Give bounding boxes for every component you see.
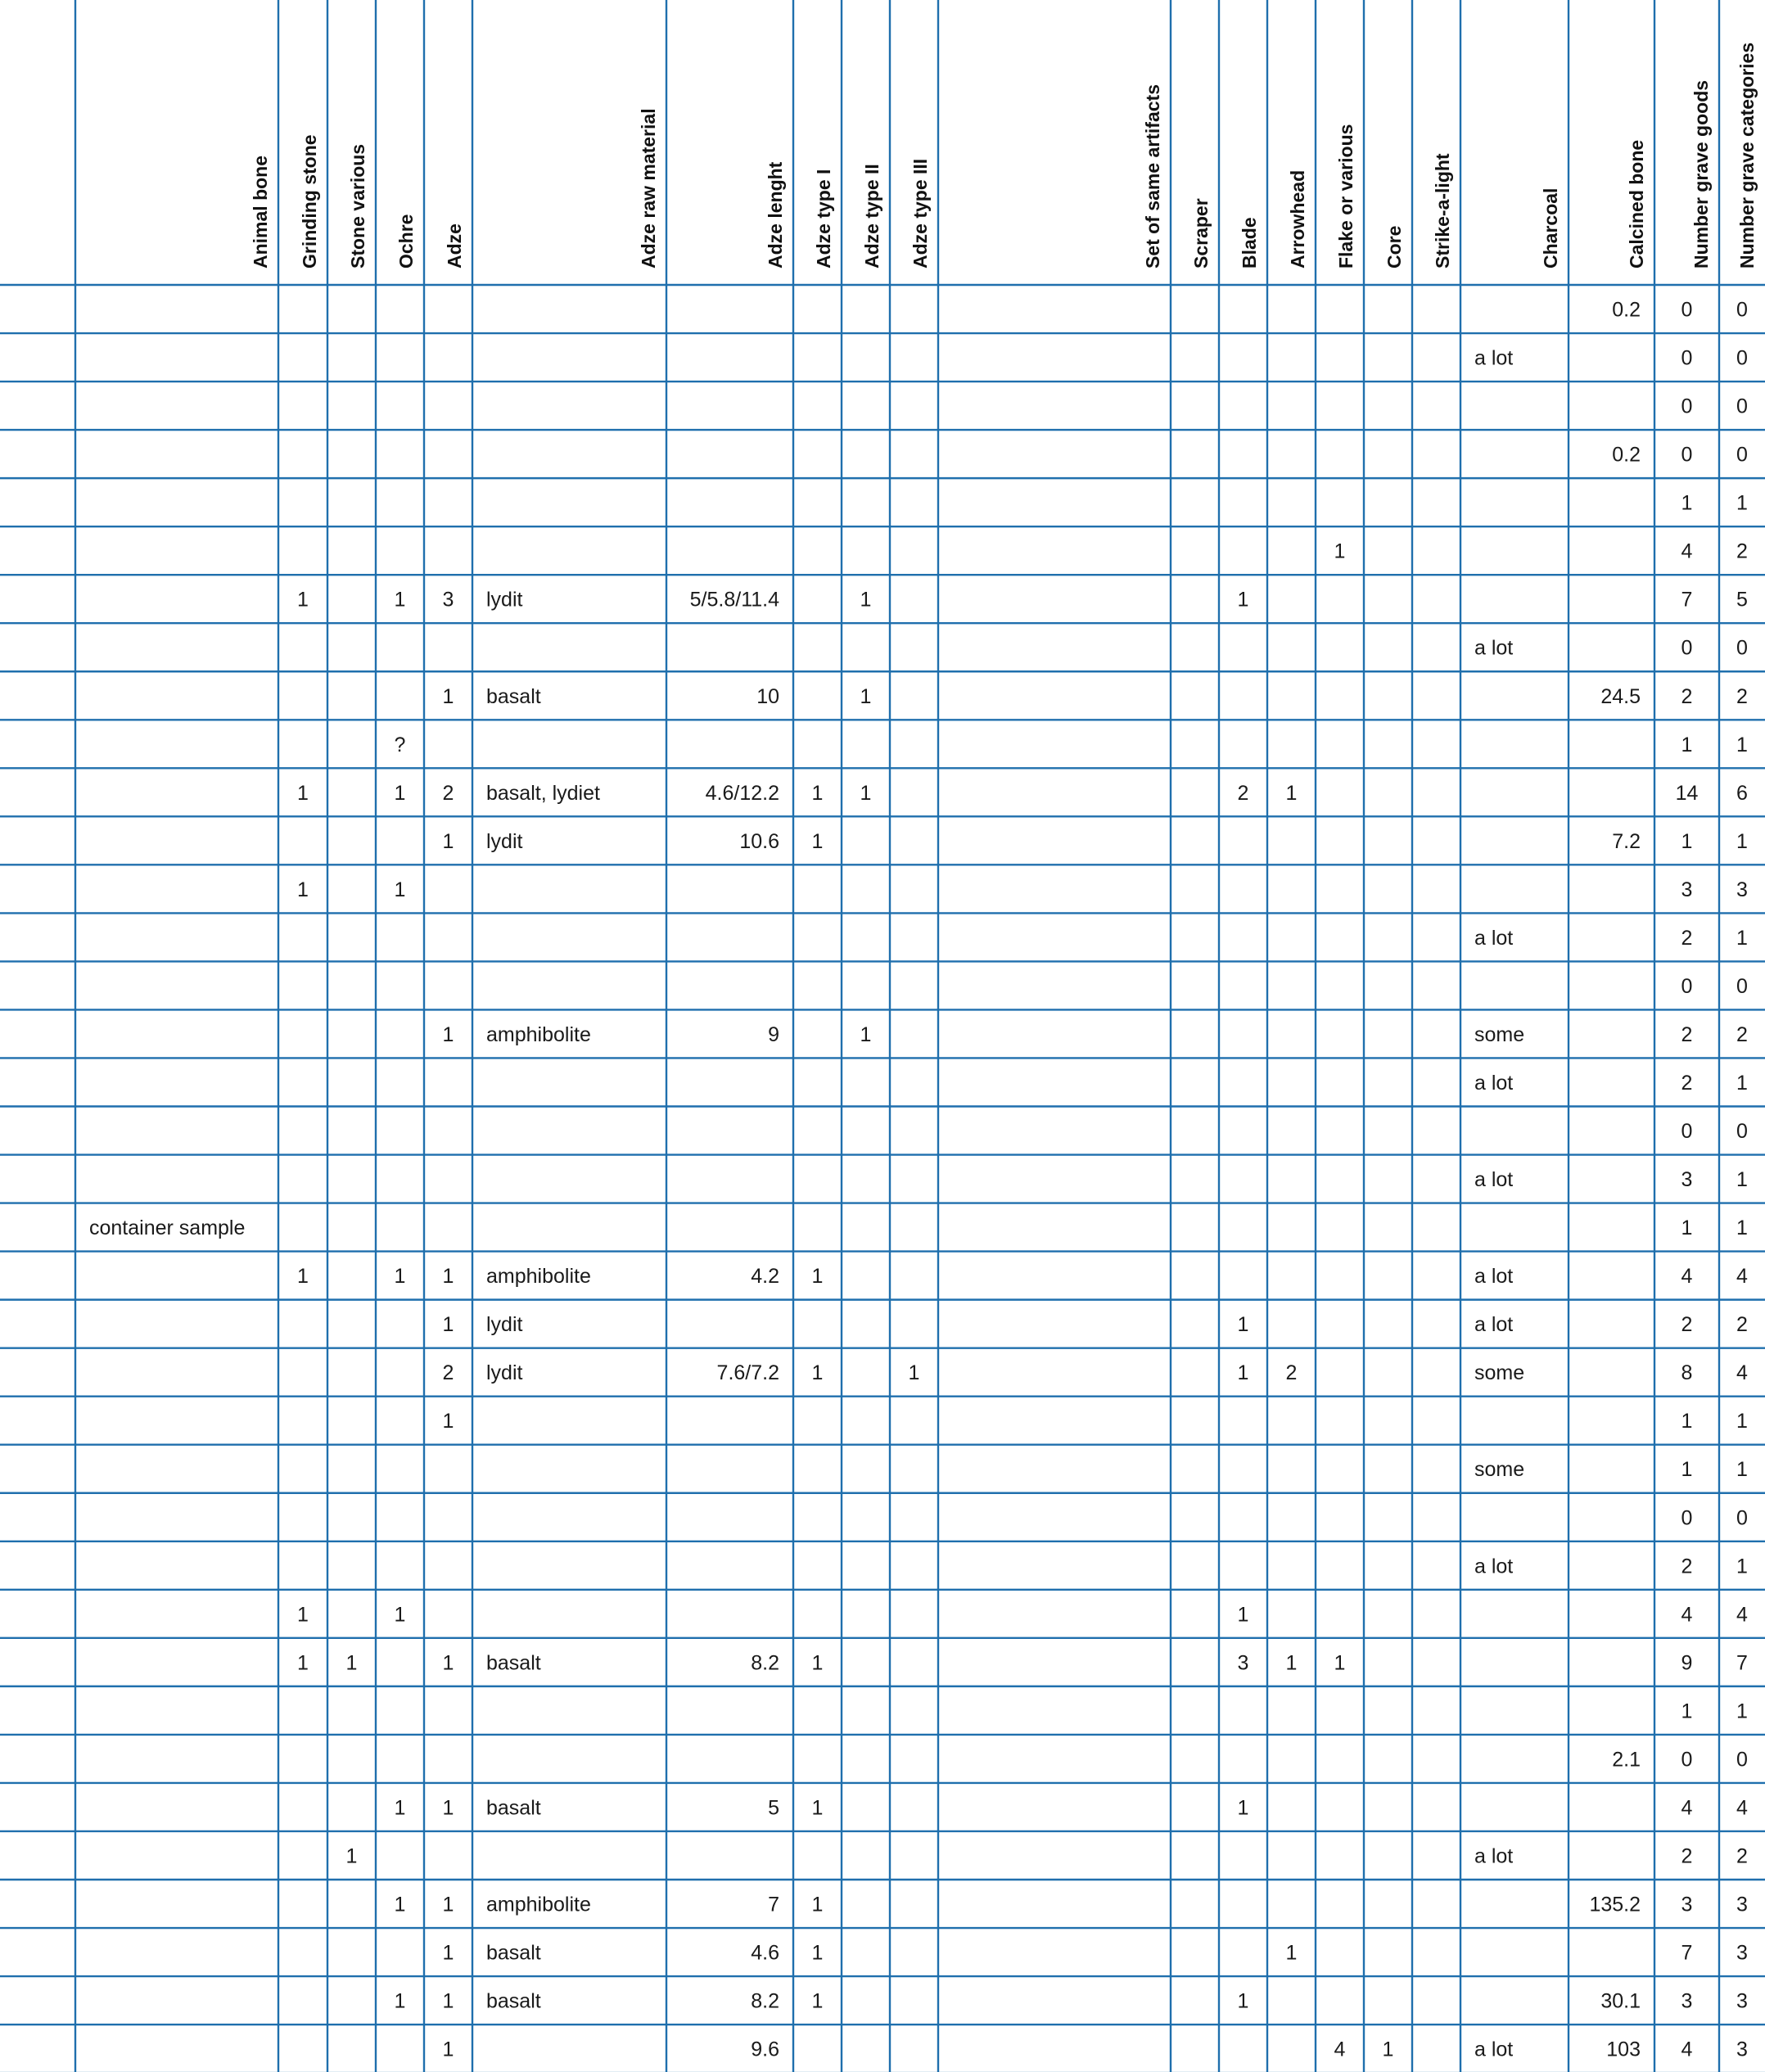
cell-adze: 1 bbox=[442, 1410, 454, 1433]
cell-ochre: 1 bbox=[394, 1603, 406, 1627]
cell-arrowhead: 1 bbox=[1285, 1941, 1298, 1965]
cell-adze: 3 bbox=[442, 588, 454, 612]
cell-adze_raw_material: amphibolite bbox=[486, 1265, 591, 1289]
cell-flake: 1 bbox=[1334, 539, 1346, 563]
table-row bbox=[443, 830, 1748, 853]
cell-num_cats: 1 bbox=[1736, 1410, 1748, 1433]
cell-calcined: 30.1 bbox=[1600, 1989, 1641, 2013]
cell-num_cats: 2 bbox=[1736, 684, 1748, 708]
cell-num_goods: 1 bbox=[1681, 829, 1693, 853]
cell-num_goods: 7 bbox=[1681, 1941, 1693, 1965]
table-row bbox=[1474, 927, 1748, 950]
cell-calcined: 103 bbox=[1606, 2038, 1641, 2061]
cell-num_goods: 2 bbox=[1681, 1844, 1693, 1868]
column-header-flake: Flake or various bbox=[1335, 124, 1356, 269]
column-header-adze_type_2: Adze type II bbox=[861, 164, 882, 269]
cell-num_cats: 2 bbox=[1736, 1844, 1748, 1868]
cell-num_goods: 2 bbox=[1681, 1555, 1693, 1578]
cell-num_cats: 0 bbox=[1736, 298, 1748, 322]
cell-adze_lenght: 8.2 bbox=[751, 1989, 779, 2013]
cell-num_cats: 2 bbox=[1736, 539, 1748, 563]
table-row bbox=[1612, 444, 1748, 467]
table-row bbox=[395, 1894, 1748, 1916]
cell-adze_type_1: 1 bbox=[811, 829, 824, 853]
table-row bbox=[395, 734, 1748, 756]
cell-ochre: 1 bbox=[394, 1265, 406, 1289]
column-header-blade: Blade bbox=[1239, 217, 1260, 269]
cell-grinding_stone: 1 bbox=[297, 781, 309, 805]
cell-num_goods: 2 bbox=[1681, 1313, 1693, 1337]
cell-adze: 1 bbox=[442, 1893, 454, 1916]
cell-num_cats: 1 bbox=[1736, 926, 1748, 950]
cell-num_cats: 3 bbox=[1736, 1989, 1748, 2013]
cell-num_cats: 1 bbox=[1736, 733, 1748, 756]
cell-num_goods: 0 bbox=[1681, 443, 1693, 467]
cell-adze_lenght: 5/5.8/11.4 bbox=[689, 588, 779, 612]
cell-adze: 1 bbox=[442, 684, 454, 708]
cell-grinding_stone: 1 bbox=[297, 1265, 309, 1289]
cell-num_cats: 1 bbox=[1736, 1071, 1748, 1095]
cell-blade: 1 bbox=[1237, 1603, 1249, 1627]
cell-blade: 1 bbox=[1237, 1361, 1249, 1385]
cell-num_cats: 0 bbox=[1736, 1120, 1748, 1144]
table-row bbox=[1681, 492, 1748, 515]
cell-num_cats: 2 bbox=[1736, 1313, 1748, 1337]
table-row bbox=[443, 1313, 1748, 1336]
column-header-strike: Strike-a-light bbox=[1432, 153, 1453, 269]
cell-adze: 1 bbox=[442, 1941, 454, 1965]
table-row bbox=[1612, 299, 1748, 322]
cell-num_goods: 3 bbox=[1681, 1168, 1693, 1192]
cell-num_cats: 1 bbox=[1736, 1217, 1748, 1240]
cell-adze_lenght: 9.6 bbox=[751, 2038, 779, 2061]
column-header-num_goods: Number grave goods bbox=[1691, 79, 1712, 269]
column-header-calcined: Calcined bone bbox=[1626, 139, 1647, 269]
cell-adze_lenght: 10 bbox=[756, 684, 779, 708]
cell-num_cats: 0 bbox=[1736, 974, 1748, 998]
cell-adze_raw_material: amphibolite bbox=[486, 1893, 591, 1916]
cell-adze: 1 bbox=[442, 1796, 454, 1820]
cell-num_goods: 1 bbox=[1681, 1458, 1693, 1482]
cell-num_goods: 0 bbox=[1681, 346, 1693, 370]
column-header-set_same: Set of same artifacts bbox=[1142, 84, 1163, 269]
column-header-adze_lenght: Adze lenght bbox=[765, 161, 786, 269]
cell-adze_type_1: 1 bbox=[811, 1265, 824, 1289]
cell-blade: 1 bbox=[1237, 588, 1249, 612]
cell-stone_various: 1 bbox=[345, 1651, 358, 1675]
table-body bbox=[89, 299, 1748, 2061]
cell-num_goods: 8 bbox=[1681, 1361, 1693, 1385]
cell-num_goods: 2 bbox=[1681, 684, 1693, 708]
table-row bbox=[297, 1603, 1748, 1626]
cell-adze_type_1: 1 bbox=[811, 1989, 824, 2013]
cell-charcoal: a lot bbox=[1474, 636, 1514, 660]
cell-num_goods: 0 bbox=[1681, 395, 1693, 418]
cell-num_cats: 4 bbox=[1736, 1361, 1748, 1385]
cell-num_goods: 2 bbox=[1681, 1022, 1693, 1046]
table-header bbox=[250, 43, 1758, 269]
cell-num_cats: 5 bbox=[1736, 588, 1748, 612]
cell-ochre: 1 bbox=[394, 1893, 406, 1916]
column-header-num_cats: Number grave categories bbox=[1736, 42, 1758, 269]
cell-adze: 1 bbox=[442, 1022, 454, 1046]
cell-adze_raw_material: basalt, lydiet bbox=[486, 781, 600, 805]
cell-adze_type_3: 1 bbox=[908, 1361, 920, 1385]
cell-charcoal: some bbox=[1474, 1458, 1525, 1482]
cell-num_cats: 3 bbox=[1736, 1893, 1748, 1916]
cell-calcined: 24.5 bbox=[1600, 684, 1641, 708]
cell-num_goods: 4 bbox=[1681, 1265, 1693, 1289]
cell-num_goods: 4 bbox=[1681, 2038, 1693, 2061]
cell-num_cats: 0 bbox=[1736, 636, 1748, 660]
table-row bbox=[395, 1796, 1749, 1819]
cell-core: 1 bbox=[1382, 2038, 1394, 2061]
cell-flake: 1 bbox=[1334, 1651, 1346, 1675]
cell-num_goods: 2 bbox=[1681, 926, 1693, 950]
table-row bbox=[297, 1651, 1748, 1674]
table-row bbox=[1334, 540, 1748, 563]
cell-num_cats: 2 bbox=[1736, 1022, 1748, 1046]
table-row bbox=[297, 589, 1748, 612]
cell-num_cats: 1 bbox=[1736, 829, 1748, 853]
cell-charcoal: a lot bbox=[1474, 1265, 1514, 1289]
column-header-charcoal: Charcoal bbox=[1540, 187, 1561, 269]
cell-blade: 1 bbox=[1237, 1989, 1249, 2013]
cell-num_goods: 1 bbox=[1681, 491, 1693, 515]
cell-num_cats: 6 bbox=[1736, 781, 1748, 805]
cell-adze: 1 bbox=[442, 1989, 454, 2013]
cell-adze_raw_material: basalt bbox=[486, 1651, 541, 1675]
table-row bbox=[443, 1942, 1748, 1965]
cell-adze_lenght: 8.2 bbox=[751, 1651, 779, 1675]
cell-adze_type_1: 1 bbox=[811, 1796, 824, 1820]
cell-adze: 1 bbox=[442, 1265, 454, 1289]
cell-adze_type_1: 1 bbox=[811, 1941, 824, 1965]
cell-grinding_stone: 1 bbox=[297, 878, 309, 901]
column-header-adze: Adze bbox=[444, 223, 465, 269]
cell-flake: 4 bbox=[1334, 2038, 1346, 2061]
cell-charcoal: a lot bbox=[1474, 346, 1514, 370]
table-row bbox=[1474, 1555, 1748, 1578]
cell-blade: 3 bbox=[1237, 1651, 1249, 1675]
table-row bbox=[1474, 347, 1748, 370]
cell-charcoal: some bbox=[1474, 1022, 1525, 1046]
cell-num_cats: 0 bbox=[1736, 395, 1748, 418]
cell-adze: 2 bbox=[442, 1361, 454, 1385]
cell-adze_lenght: 7.6/7.2 bbox=[716, 1361, 779, 1385]
cell-num_goods: 4 bbox=[1681, 1796, 1693, 1820]
table-row bbox=[297, 1265, 1748, 1288]
cell-adze_raw_material: lydit bbox=[486, 588, 523, 612]
cell-adze_type_1: 1 bbox=[811, 1361, 824, 1385]
cell-grinding_stone: 1 bbox=[297, 588, 309, 612]
column-header-scraper: Scraper bbox=[1190, 198, 1212, 269]
cell-num_cats: 7 bbox=[1736, 1651, 1748, 1675]
cell-num_cats: 1 bbox=[1736, 1555, 1748, 1578]
cell-num_goods: 3 bbox=[1681, 878, 1693, 901]
column-header-ochre: Ochre bbox=[395, 214, 417, 269]
cell-calcined: 7.2 bbox=[1612, 829, 1641, 853]
cell-blade: 1 bbox=[1237, 1313, 1249, 1337]
column-header-animal_bone: Animal bone bbox=[250, 155, 271, 269]
cell-grinding_stone: 1 bbox=[297, 1603, 309, 1627]
column-header-core: Core bbox=[1384, 225, 1405, 269]
cell-num_cats: 1 bbox=[1736, 1458, 1748, 1482]
cell-charcoal: a lot bbox=[1474, 1313, 1514, 1337]
cell-blade: 2 bbox=[1237, 781, 1249, 805]
cell-adze: 1 bbox=[442, 1651, 454, 1675]
cell-ochre: 1 bbox=[394, 588, 406, 612]
cell-arrowhead: 1 bbox=[1285, 781, 1298, 805]
table-row bbox=[1474, 1168, 1748, 1191]
column-header-adze_type_3: Adze type III bbox=[910, 158, 931, 269]
cell-adze_raw_material: lydit bbox=[486, 1313, 523, 1337]
cell-num_goods: 1 bbox=[1681, 1700, 1693, 1723]
cell-num_cats: 4 bbox=[1736, 1265, 1748, 1289]
cell-adze_type_2: 1 bbox=[860, 588, 872, 612]
table-row bbox=[443, 685, 1748, 708]
cell-adze_raw_material: basalt bbox=[486, 684, 541, 708]
cell-grinding_stone: 1 bbox=[297, 1651, 309, 1675]
cell-adze_type_1: 1 bbox=[811, 1651, 824, 1675]
table-row bbox=[395, 1990, 1748, 2013]
table-row bbox=[443, 1361, 1749, 1384]
table-row bbox=[297, 878, 1748, 901]
cell-adze_raw_material: basalt bbox=[486, 1941, 541, 1965]
cell-num_cats: 4 bbox=[1736, 1603, 1748, 1627]
cell-blade: 1 bbox=[1237, 1796, 1249, 1820]
cell-animal_bone: container sample bbox=[89, 1217, 246, 1240]
cell-adze_lenght: 4.2 bbox=[751, 1265, 779, 1289]
cell-adze_raw_material: lydit bbox=[486, 1361, 523, 1385]
table-row bbox=[1474, 637, 1748, 660]
column-header-adze_raw_material: Adze raw material bbox=[638, 108, 659, 269]
cell-charcoal: a lot bbox=[1474, 1071, 1514, 1095]
cell-num_cats: 1 bbox=[1736, 1700, 1748, 1723]
cell-num_goods: 14 bbox=[1675, 781, 1699, 805]
cell-num_goods: 4 bbox=[1681, 539, 1693, 563]
cell-adze_type_2: 1 bbox=[860, 1022, 872, 1046]
cell-ochre: 1 bbox=[394, 1796, 406, 1820]
cell-num_goods: 3 bbox=[1681, 1893, 1693, 1916]
cell-charcoal: a lot bbox=[1474, 1555, 1514, 1578]
cell-calcined: 0.2 bbox=[1612, 298, 1641, 322]
cell-calcined: 0.2 bbox=[1612, 443, 1641, 467]
cell-num_goods: 0 bbox=[1681, 298, 1693, 322]
cell-calcined: 135.2 bbox=[1589, 1893, 1641, 1916]
cell-adze: 1 bbox=[442, 829, 454, 853]
cell-charcoal: a lot bbox=[1474, 926, 1514, 950]
cell-num_cats: 0 bbox=[1736, 1506, 1748, 1530]
cell-adze: 1 bbox=[442, 1313, 454, 1337]
cell-num_cats: 1 bbox=[1736, 1168, 1748, 1192]
cell-adze: 1 bbox=[442, 2038, 454, 2061]
cell-adze_lenght: 10.6 bbox=[739, 829, 779, 853]
cell-adze_type_1: 1 bbox=[811, 781, 824, 805]
cell-ochre: 1 bbox=[394, 878, 406, 901]
cell-stone_various: 1 bbox=[345, 1844, 358, 1868]
cell-ochre: ? bbox=[394, 733, 406, 756]
cell-adze_raw_material: basalt bbox=[486, 1796, 541, 1820]
column-header-adze_type_1: Adze type I bbox=[813, 169, 834, 269]
table-row bbox=[89, 1217, 1748, 1239]
cell-num_goods: 1 bbox=[1681, 1217, 1693, 1240]
cell-num_cats: 3 bbox=[1736, 1941, 1748, 1965]
cell-charcoal: some bbox=[1474, 1361, 1525, 1385]
table-row bbox=[297, 782, 1748, 805]
cell-adze_lenght: 5 bbox=[768, 1796, 779, 1820]
cell-adze_lenght: 4.6 bbox=[751, 1941, 779, 1965]
cell-adze_lenght: 4.6/12.2 bbox=[705, 781, 779, 805]
cell-num_cats: 3 bbox=[1736, 878, 1748, 901]
cell-charcoal: a lot bbox=[1474, 2038, 1514, 2061]
cell-num_goods: 7 bbox=[1681, 588, 1693, 612]
table-row bbox=[346, 1844, 1748, 1867]
cell-num_cats: 0 bbox=[1736, 443, 1748, 467]
cell-arrowhead: 2 bbox=[1285, 1361, 1298, 1385]
table-row bbox=[1474, 1458, 1748, 1481]
table-row bbox=[443, 1023, 1748, 1046]
cell-ochre: 1 bbox=[394, 781, 406, 805]
cell-num_goods: 4 bbox=[1681, 1603, 1693, 1627]
cell-num_cats: 1 bbox=[1736, 491, 1748, 515]
cell-adze: 2 bbox=[442, 781, 454, 805]
table-row bbox=[443, 2038, 1748, 2061]
cell-adze_type_1: 1 bbox=[811, 1893, 824, 1916]
table-row bbox=[443, 1410, 1748, 1433]
cell-adze_raw_material: amphibolite bbox=[486, 1022, 591, 1046]
table-row bbox=[1681, 1120, 1748, 1143]
cell-num_goods: 0 bbox=[1681, 1506, 1693, 1530]
cell-num_goods: 1 bbox=[1681, 733, 1693, 756]
table-row bbox=[1612, 1748, 1748, 1771]
cell-num_cats: 0 bbox=[1736, 1748, 1748, 1772]
cell-num_cats: 0 bbox=[1736, 346, 1748, 370]
cell-num_goods: 3 bbox=[1681, 1989, 1693, 2013]
cell-adze_type_2: 1 bbox=[860, 781, 872, 805]
cell-num_goods: 9 bbox=[1681, 1651, 1693, 1675]
cell-num_cats: 4 bbox=[1736, 1796, 1748, 1820]
cell-adze_type_2: 1 bbox=[860, 684, 872, 708]
table-row bbox=[1681, 975, 1748, 998]
cell-num_cats: 3 bbox=[1736, 2038, 1748, 2061]
column-header-arrowhead: Arrowhead bbox=[1287, 169, 1308, 269]
cell-num_goods: 2 bbox=[1681, 1071, 1693, 1095]
column-header-stone_various: Stone various bbox=[347, 143, 368, 269]
column-header-grinding_stone: Grinding stone bbox=[299, 134, 320, 269]
cell-adze_lenght: 9 bbox=[768, 1022, 779, 1046]
cell-charcoal: a lot bbox=[1474, 1844, 1514, 1868]
table-row bbox=[1681, 1506, 1748, 1529]
cell-num_goods: 0 bbox=[1681, 1748, 1693, 1772]
cell-adze_raw_material: lydit bbox=[486, 829, 523, 853]
cell-num_goods: 0 bbox=[1681, 974, 1693, 998]
cell-charcoal: a lot bbox=[1474, 1168, 1514, 1192]
table-row bbox=[1681, 1700, 1748, 1722]
cell-adze_lenght: 7 bbox=[768, 1893, 779, 1916]
cell-arrowhead: 1 bbox=[1285, 1651, 1298, 1675]
cell-num_goods: 1 bbox=[1681, 1410, 1693, 1433]
cell-num_goods: 0 bbox=[1681, 1120, 1693, 1144]
table-row bbox=[1474, 1072, 1748, 1095]
cell-ochre: 1 bbox=[394, 1989, 406, 2013]
cell-adze_raw_material: basalt bbox=[486, 1989, 541, 2013]
cell-calcined: 2.1 bbox=[1612, 1748, 1641, 1772]
table-row bbox=[1681, 395, 1748, 418]
cell-num_goods: 0 bbox=[1681, 636, 1693, 660]
